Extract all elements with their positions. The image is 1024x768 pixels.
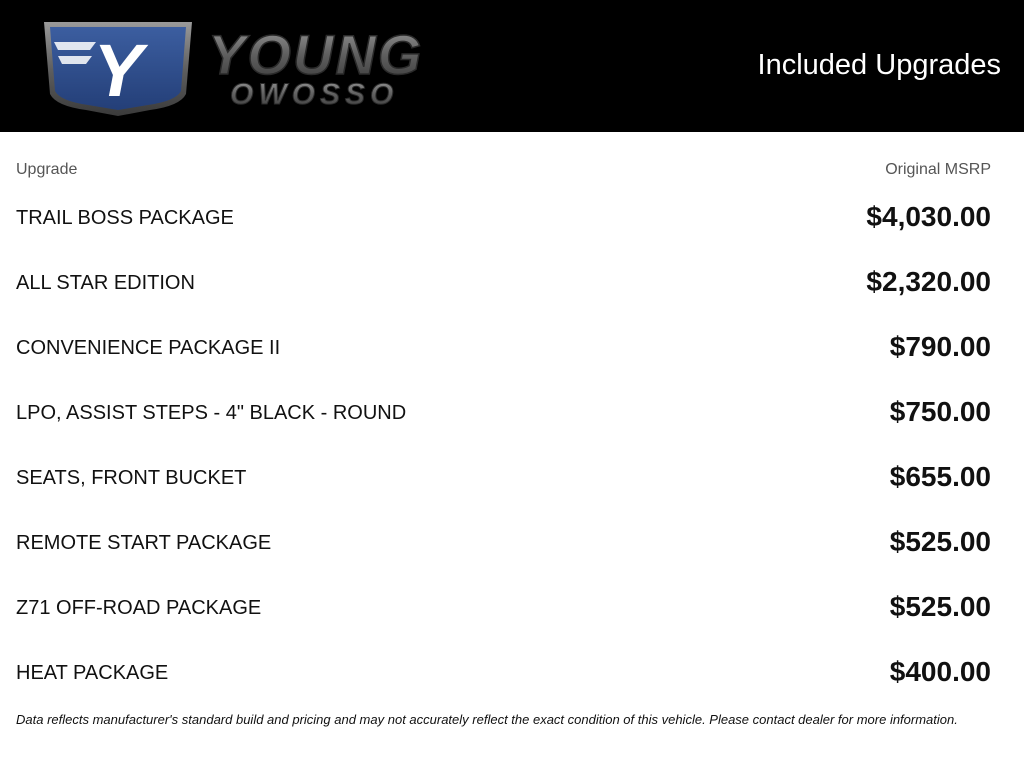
upgrade-name: CONVENIENCE PACKAGE II bbox=[16, 337, 281, 359]
upgrade-price: $2,320.00 bbox=[866, 266, 991, 297]
upgrade-price: $750.00 bbox=[889, 396, 991, 427]
header-banner bbox=[0, 0, 1024, 132]
table-row bbox=[0, 520, 1024, 585]
upgrade-name: Z71 OFF-ROAD PACKAGE bbox=[16, 597, 262, 619]
table-row bbox=[0, 455, 1024, 520]
table-row bbox=[0, 390, 1024, 455]
table-row bbox=[0, 585, 1024, 650]
column-header-upgrade: Upgrade bbox=[16, 161, 78, 178]
dealer-logo bbox=[40, 16, 510, 120]
page-title: Included Upgrades bbox=[757, 49, 1001, 81]
logo-brand-line1: YOUNG bbox=[208, 23, 424, 86]
upgrade-price: $4,030.00 bbox=[866, 201, 991, 232]
table-row bbox=[0, 195, 1024, 260]
upgrade-price: $655.00 bbox=[889, 461, 991, 492]
upgrade-price: $525.00 bbox=[889, 591, 991, 622]
upgrade-price: $400.00 bbox=[889, 656, 991, 687]
shield-emblem-icon bbox=[44, 22, 192, 116]
table-row bbox=[0, 260, 1024, 325]
upgrade-name: LPO, ASSIST STEPS - 4" BLACK - ROUND bbox=[16, 402, 407, 424]
upgrade-name: SEATS, FRONT BUCKET bbox=[16, 467, 247, 489]
upgrade-name: TRAIL BOSS PACKAGE bbox=[16, 207, 234, 229]
upgrades-list bbox=[0, 195, 1024, 715]
emblem-letter: Y bbox=[93, 29, 143, 112]
upgrade-name: ALL STAR EDITION bbox=[16, 272, 195, 294]
upgrade-name: HEAT PACKAGE bbox=[16, 662, 169, 684]
table-row bbox=[0, 325, 1024, 390]
upgrade-price: $790.00 bbox=[889, 331, 991, 362]
disclaimer-text: Data reflects manufacturer's standard build and pricing and may not accurately reflect the exact condition of this vehicle. Please contact dealer for more information. bbox=[16, 712, 958, 727]
upgrade-name: REMOTE START PACKAGE bbox=[16, 532, 272, 554]
logo-brand-line2: OWOSSO bbox=[230, 78, 399, 111]
column-header-msrp: Original MSRP bbox=[885, 161, 991, 178]
table-row bbox=[0, 650, 1024, 715]
upgrade-price: $525.00 bbox=[889, 526, 991, 557]
